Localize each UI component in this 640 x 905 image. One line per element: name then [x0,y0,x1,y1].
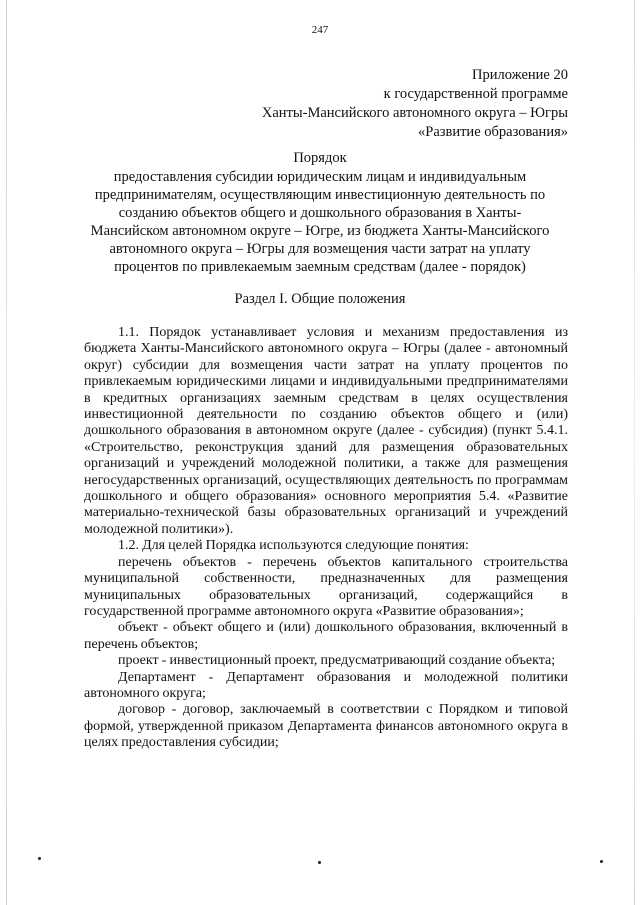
subtitle-line: автономного округа – Югры для возмещения части затрат на уплату [109,241,531,257]
definition-object: объект - объект общего и (или) дошкольного образования, включенный в перечень объектов; [84,620,568,652]
subtitle-line: процентов по привлекаемым заемным средствам (далее - порядок) [114,259,526,275]
scan-edge-right [634,0,635,905]
definition-object-list: перечень объектов - перечень объектов капитального строительства муниципальной собственности, предназначенных для размещения муниципальных образовательных организаций, содержащийся в государственной программе автономного округа «Развитие образования»; [84,554,568,619]
document-title: Порядок [293,150,347,166]
subtitle-line: Мансийском автономном округе – Югре, из бюджета Ханты-Мансийского [90,223,550,239]
scan-edge-left [6,0,7,905]
appendix-block [262,66,568,142]
subtitle-line: предоставления субсидии юридическим лицам и индивидуальным [113,169,527,185]
document-body [84,325,568,752]
appendix-line-2: к государственной программе [383,86,568,102]
scan-speck [600,860,603,863]
paragraph-1-1: 1.1. Порядок устанавливает условия и механизм предоставления из бюджета Ханты-Мансийского автономного округа – Югры (далее - автономный округ) субсидии для возмещения части затрат на уплату процентов по привлекаемым юридическими лицами и индивидуальными предпринимателями в кредитных организациях заемным средствам в целях осуществления инвестиционной деятельности по созданию объектов общего и (или) дошкольного образования в автономном округе (далее - субсидия) (пункт 5.4.1. «Строительство, реконструкция зданий для размещения образовательных организаций и учреждений молодежной политики, а также для размещения негосударственных организаций, осуществляющих деятельность по программам дошкольного и общего образования» основного мероприятия 5.4. «Развитие материально-технической базы образовательных организаций и учреждений молодежной политики»). [84,325,568,537]
definition-department: Департамент - Департамент образования и молодежной политики автономного округа; [84,669,568,701]
page-number: 247 [311,24,329,36]
section-heading: Раздел I. Общие положения [234,291,406,307]
definition-contract: договор - договор, заключаемый в соответствии с Порядком и типовой формой, утвержденной приказом Департамента финансов автономного округа в целях предоставления субсидии; [84,702,568,751]
scan-speck [38,857,41,860]
definition-project: проект - инвестиционный проект, предусматривающий создание объекта; [118,653,556,669]
subtitle-line: предпринимателям, осуществляющим инвестиционную деятельность по [94,187,546,203]
subtitle-line: созданию объектов общего и дошкольного образования в Ханты- [118,205,522,221]
scan-speck [318,861,321,864]
appendix-line-1: Приложение 20 [472,67,568,83]
appendix-line-4: «Развитие образования» [418,124,568,140]
document-subtitle [0,168,640,276]
paragraph-1-2: 1.2. Для целей Порядка используются следующие понятия: [118,538,469,554]
appendix-line-3: Ханты-Мансийского автономного округа – Югры [261,105,568,121]
